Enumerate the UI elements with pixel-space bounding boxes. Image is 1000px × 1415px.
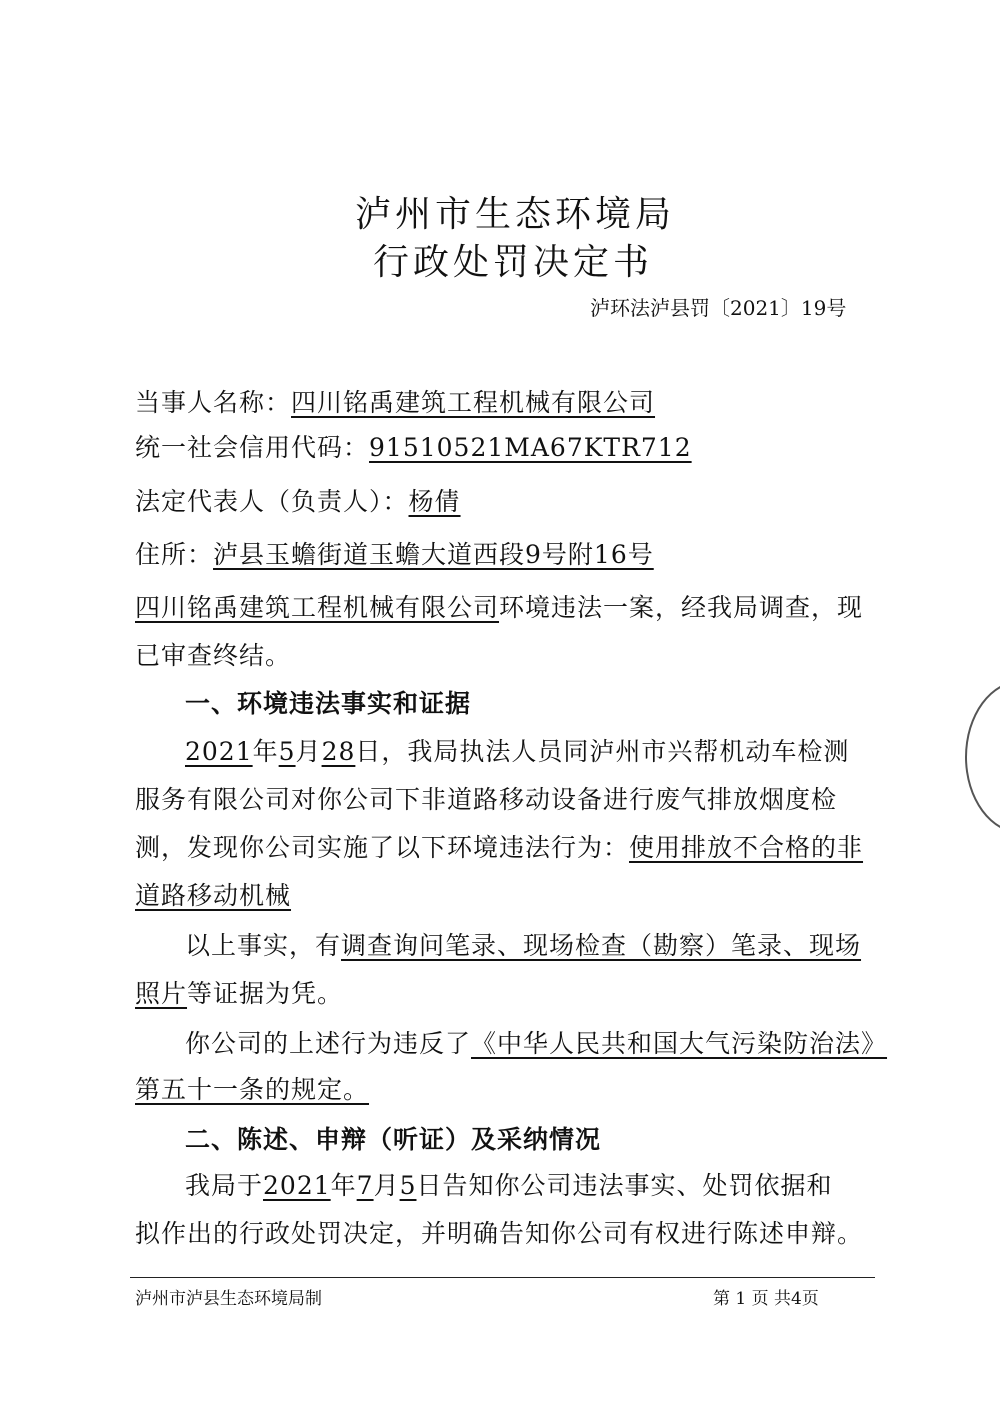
address-label: 住所： <box>135 540 214 569</box>
section2-p1-line1 <box>185 1166 833 1202</box>
page-indicator: 第 1 页 共4页 <box>713 1289 819 1309</box>
section1-p2-post: 等证据为凭。 <box>187 979 344 1008</box>
address-value: 泸县玉蟾街道玉蟾大道西段9号附16号 <box>213 540 654 569</box>
legal-rep-value: 杨倩 <box>408 487 461 516</box>
yue-text: 月 <box>295 737 322 766</box>
yue-text-2: 月 <box>373 1171 400 1200</box>
credit-code-row <box>135 428 692 464</box>
law-name: 《中华人民共和国大气污染防治法》 <box>471 1029 888 1058</box>
section2-heading: 二、陈述、申辩（听证）及采纳情况 <box>185 1125 602 1154</box>
section1-p1-line2: 服务有限公司对你公司下非道路移动设备进行废气排放烟度检 <box>135 785 838 814</box>
section1-p2-line1 <box>185 926 861 962</box>
section1-p1-line3-pre: 测，发现你公司实施了以下环境违法行为： <box>135 833 630 862</box>
section1-p1-line1-rest: 日，我局执法人员同泸州市兴帮机动车检测 <box>355 737 850 766</box>
notice-month: 7 <box>356 1171 374 1200</box>
inspection-day: 28 <box>321 737 356 766</box>
party-name-row <box>135 383 655 419</box>
seal-stamp-edge <box>965 680 1000 834</box>
inspection-year: 2021 <box>185 737 253 766</box>
intro-line1-text: 环境违法一案，经我局调查，现 <box>499 593 864 622</box>
section1-p3-pre: 你公司的上述行为违反了 <box>185 1029 472 1058</box>
section2-p1-line2: 拟作出的行政处罚决定，并明确告知你公司有权进行陈述申辩。 <box>135 1219 864 1248</box>
section1-p1-line1 <box>185 732 849 768</box>
legal-rep-row <box>135 482 461 518</box>
intro-line2: 已审查终结。 <box>135 641 292 670</box>
violation-line2: 道路移动机械 <box>135 881 292 910</box>
violation-line1: 使用排放不合格的非 <box>629 833 864 862</box>
section1-heading: 一、环境违法事实和证据 <box>185 689 472 718</box>
doc-title-line1: 泸州市生态环境局 <box>355 194 676 235</box>
intro-line1 <box>135 588 863 624</box>
doc-number: 泸环法泸县罚〔2021〕19号 <box>590 296 847 320</box>
nian-text: 年 <box>252 737 279 766</box>
legal-rep-label: 法定代表人（负责人）： <box>135 487 409 516</box>
nian-text-2: 年 <box>330 1171 357 1200</box>
section2-p1-pre: 我局于 <box>185 1171 264 1200</box>
section1-p1-line3 <box>135 828 863 864</box>
doc-title-line2: 行政处罚决定书 <box>373 242 654 283</box>
section1-p1-line4 <box>135 876 291 912</box>
credit-code-label: 统一社会信用代码： <box>135 433 370 462</box>
section1-p3-line1 <box>185 1024 887 1060</box>
section1-p3-line2 <box>135 1070 369 1106</box>
footer-divider <box>130 1277 875 1278</box>
notice-year: 2021 <box>263 1171 331 1200</box>
section1-p2-pre: 以上事实，有 <box>185 931 342 960</box>
evidence-list: 调查询问笔录、现场检查（勘察）笔录、现场 <box>341 931 862 960</box>
intro-company: 四川铭禹建筑工程机械有限公司 <box>135 593 500 622</box>
party-name-label: 当事人名称： <box>135 388 292 417</box>
section1-p2-line2 <box>135 974 343 1010</box>
credit-code-value: 91510521MA67KTR712 <box>369 433 692 462</box>
law-article: 第五十一条的规定。 <box>135 1075 370 1104</box>
evidence-photos: 照片 <box>135 979 188 1008</box>
footer-issuer: 泸州市泸县生态环境局制 <box>135 1289 322 1309</box>
notice-day: 5 <box>399 1171 417 1200</box>
party-name-value: 四川铭禹建筑工程机械有限公司 <box>291 388 656 417</box>
section2-p1-line1-rest: 日告知你公司违法事实、处罚依据和 <box>416 1171 833 1200</box>
address-row <box>135 535 654 571</box>
inspection-month: 5 <box>278 737 296 766</box>
